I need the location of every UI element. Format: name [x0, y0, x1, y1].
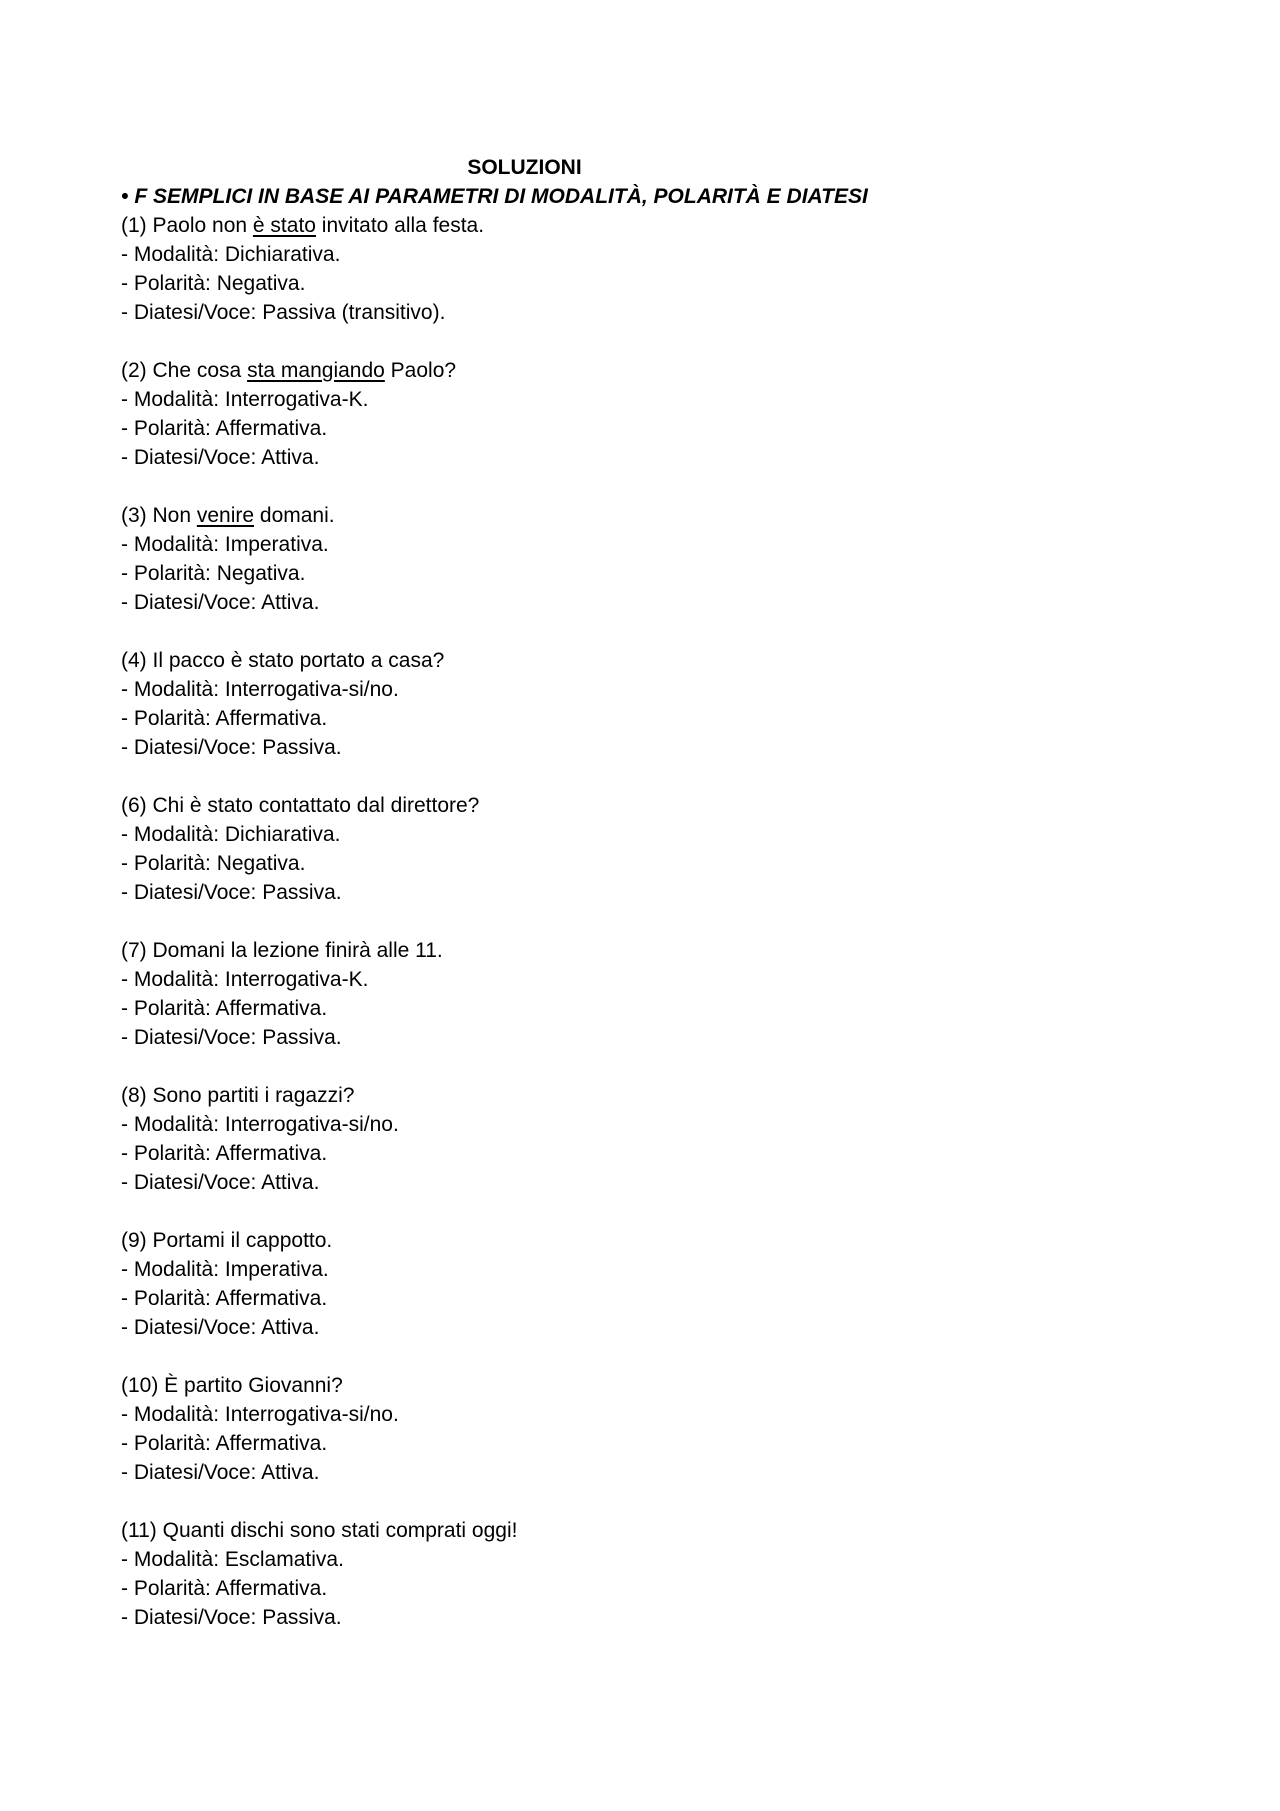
exercise-sentence	[121, 1516, 1161, 1545]
diatesi-line: - Diatesi/Voce: Passiva (transitivo).	[121, 301, 446, 324]
modalita-line: - Modalità: Interrogativa-si/no.	[121, 678, 399, 701]
diatesi-line: - Diatesi/Voce: Passiva.	[121, 881, 342, 904]
modalita-line: - Modalità: Esclamativa.	[121, 1548, 344, 1571]
polarita-line: - Polarità: Affermativa.	[121, 1432, 328, 1455]
sentence-text: (4) Il pacco è stato portato a casa?	[121, 649, 445, 672]
diatesi-line: - Diatesi/Voce: Attiva.	[121, 446, 320, 469]
exercise-sentence	[121, 1081, 1161, 1110]
exercise-sentence	[121, 356, 1161, 385]
exercise-item	[121, 356, 1161, 472]
sentence-text: (7) Domani la lezione finirà alle 11.	[121, 939, 443, 962]
diatesi-line: - Diatesi/Voce: Attiva.	[121, 591, 320, 614]
modalita-line: - Modalità: Imperativa.	[121, 1258, 329, 1281]
sentence-text: (8) Sono partiti i ragazzi?	[121, 1084, 355, 1107]
modalita-line: - Modalità: Dichiarativa.	[121, 243, 341, 266]
sentence-text: Paolo?	[384, 359, 457, 382]
sentence-text: (11) Quanti dischi sono stati comprati oggi!	[121, 1519, 518, 1542]
exercise-item	[121, 1226, 1161, 1342]
exercise-item	[121, 1371, 1161, 1487]
exercise-sentence	[121, 501, 1161, 530]
sentence-text: (2) Che cosa	[121, 359, 248, 382]
underlined-verb: sta mangiando	[247, 359, 385, 382]
bullet-icon: •	[121, 185, 129, 208]
diatesi-line: - Diatesi/Voce: Passiva.	[121, 1026, 342, 1049]
diatesi-line: - Diatesi/Voce: Passiva.	[121, 736, 342, 759]
document-title: SOLUZIONI	[467, 156, 582, 179]
modalita-line: - Modalità: Imperativa.	[121, 533, 329, 556]
diatesi-line: - Diatesi/Voce: Attiva.	[121, 1316, 320, 1339]
section-heading-text: F SEMPLICI IN BASE AI PARAMETRI DI MODALITÀ, POLARITÀ E DIATESI	[134, 185, 868, 208]
polarita-line: - Polarità: Affermativa.	[121, 417, 328, 440]
sentence-text: (1) Paolo non	[121, 214, 253, 237]
exercise-item	[121, 501, 1161, 617]
exercise-sentence	[121, 646, 1161, 675]
exercise-sentence	[121, 1226, 1161, 1255]
exercise-sentence	[121, 936, 1161, 965]
exercise-item	[121, 791, 1161, 907]
underlined-verb: è stato	[252, 214, 316, 237]
modalita-line: - Modalità: Interrogativa-K.	[121, 388, 369, 411]
sentence-text: domani.	[254, 504, 335, 527]
polarita-line: - Polarità: Affermativa.	[121, 997, 328, 1020]
exercise-sentence	[121, 1371, 1161, 1400]
exercise-sentence	[121, 211, 1161, 240]
modalita-line: - Modalità: Interrogativa-K.	[121, 968, 369, 991]
exercise-item	[121, 211, 1161, 327]
diatesi-line: - Diatesi/Voce: Attiva.	[121, 1171, 320, 1194]
modalita-line: - Modalità: Interrogativa-si/no.	[121, 1113, 399, 1136]
modalita-line: - Modalità: Interrogativa-si/no.	[121, 1403, 399, 1426]
sentence-text: (3) Non	[121, 504, 197, 527]
sentence-text: (6) Chi è stato contattato dal direttore?	[121, 794, 480, 817]
section-heading	[121, 182, 1161, 211]
document-page	[121, 153, 1161, 1661]
polarita-line: - Polarità: Affermativa.	[121, 707, 328, 730]
exercise-sentence	[121, 791, 1161, 820]
exercise-item	[121, 1516, 1161, 1632]
polarita-line: - Polarità: Affermativa.	[121, 1287, 328, 1310]
exercise-list	[121, 211, 1161, 1632]
sentence-text: (9) Portami il cappotto.	[121, 1229, 333, 1252]
exercise-item	[121, 646, 1161, 762]
exercise-item	[121, 936, 1161, 1052]
polarita-line: - Polarità: Affermativa.	[121, 1142, 328, 1165]
diatesi-line: - Diatesi/Voce: Attiva.	[121, 1461, 320, 1484]
sentence-text: invitato alla festa.	[315, 214, 485, 237]
polarita-line: - Polarità: Affermativa.	[121, 1577, 328, 1600]
underlined-verb: venire	[196, 504, 255, 527]
modalita-line: - Modalità: Dichiarativa.	[121, 823, 341, 846]
polarita-line: - Polarità: Negativa.	[121, 272, 306, 295]
sentence-text: (10) È partito Giovanni?	[121, 1374, 343, 1397]
polarita-line: - Polarità: Negativa.	[121, 852, 306, 875]
exercise-item	[121, 1081, 1161, 1197]
diatesi-line: - Diatesi/Voce: Passiva.	[121, 1606, 342, 1629]
polarita-line: - Polarità: Negativa.	[121, 562, 306, 585]
